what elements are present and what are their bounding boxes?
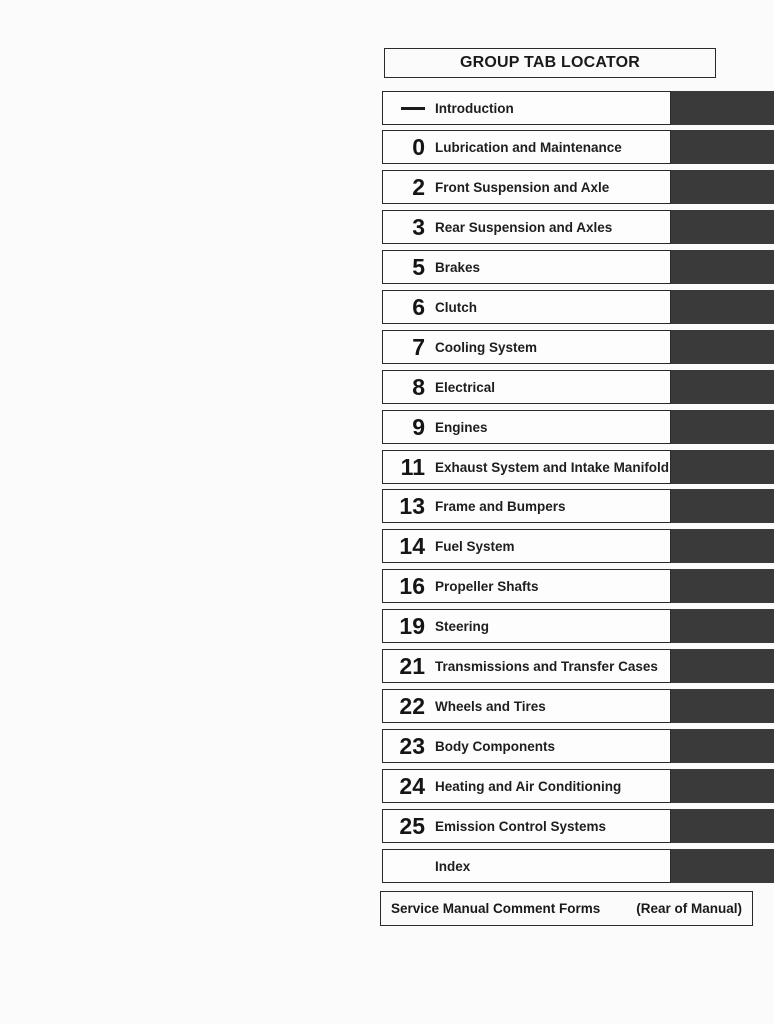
tab-number: 25 (399, 812, 425, 839)
tab-number: 3 (412, 213, 425, 240)
tab-label: Propeller Shafts (435, 578, 539, 594)
tab-box[interactable] (382, 290, 671, 324)
tab-label: Clutch (435, 299, 477, 315)
tab-label: Frame and Bumpers (435, 498, 566, 514)
tab-strip (671, 809, 774, 843)
tab-row-clutch[interactable] (382, 290, 774, 324)
tab-row-front-suspension[interactable] (382, 170, 774, 204)
tab-box[interactable] (382, 210, 671, 244)
tab-label: Emission Control Systems (435, 818, 607, 834)
tab-box[interactable] (382, 729, 671, 763)
comment-forms-box[interactable] (380, 891, 753, 926)
tab-strip (671, 569, 774, 603)
tab-number: 14 (399, 532, 425, 559)
tab-row-frame[interactable] (382, 489, 774, 523)
tab-strip (671, 330, 774, 364)
tab-label: Cooling System (435, 339, 538, 355)
tab-number: 23 (399, 732, 425, 759)
tab-strip (671, 649, 774, 683)
tab-row-emission[interactable] (382, 809, 774, 843)
tab-number: 6 (412, 293, 425, 320)
tab-box[interactable] (382, 849, 671, 883)
tab-strip (671, 250, 774, 284)
tab-number: 16 (399, 572, 425, 599)
tab-box[interactable] (382, 569, 671, 603)
page-title: GROUP TAB LOCATOR (384, 48, 716, 78)
tab-label: Rear Suspension and Axles (435, 219, 613, 235)
tab-row-transmissions[interactable] (382, 649, 774, 683)
tab-row-brakes[interactable] (382, 250, 774, 284)
tab-strip (671, 849, 774, 883)
tab-box[interactable] (382, 370, 671, 404)
tab-row-rear-suspension[interactable] (382, 210, 774, 244)
tab-row-cooling[interactable] (382, 330, 774, 364)
tab-row-index[interactable] (382, 849, 774, 883)
tab-number: 9 (412, 413, 425, 440)
tab-label: Lubrication and Maintenance (435, 139, 622, 155)
tab-strip (671, 410, 774, 444)
tab-label: Transmissions and Transfer Cases (435, 658, 658, 674)
comment-forms-label: Service Manual Comment Forms (391, 901, 601, 916)
tab-box[interactable] (382, 91, 671, 125)
tab-row-engines[interactable] (382, 410, 774, 444)
tab-box[interactable] (382, 609, 671, 643)
tab-box[interactable] (382, 130, 671, 164)
tab-label: Exhaust System and Intake Manifold (435, 459, 670, 475)
tab-box[interactable] (382, 410, 671, 444)
tab-box[interactable] (382, 250, 671, 284)
comment-forms-location: (Rear of Manual) (636, 901, 742, 916)
tab-label: Front Suspension and Axle (435, 179, 610, 195)
tab-row-exhaust[interactable] (382, 450, 774, 484)
tab-number: 24 (399, 772, 425, 799)
tab-box[interactable] (382, 330, 671, 364)
tab-number: 11 (400, 453, 425, 480)
tab-row-lubrication[interactable] (382, 130, 774, 164)
tab-strip (671, 689, 774, 723)
tab-box[interactable] (382, 649, 671, 683)
tab-box[interactable] (382, 809, 671, 843)
tab-number: 7 (412, 333, 425, 360)
tab-row-steering[interactable] (382, 609, 774, 643)
tab-row-wheels[interactable] (382, 689, 774, 723)
tab-strip (671, 529, 774, 563)
tab-label: Body Components (435, 738, 555, 754)
tab-label: Heating and Air Conditioning (435, 778, 622, 794)
tab-strip (671, 729, 774, 763)
tab-box[interactable] (382, 170, 671, 204)
tab-label: Electrical (435, 379, 496, 395)
tab-label: Wheels and Tires (435, 698, 546, 714)
tab-number: 13 (399, 492, 425, 519)
tab-box[interactable] (382, 689, 671, 723)
tab-box[interactable] (382, 489, 671, 523)
tab-number: 22 (399, 692, 425, 719)
tab-number: 0 (412, 133, 425, 160)
tab-strip (671, 450, 774, 484)
tab-label: Engines (435, 419, 488, 435)
tab-strip (671, 769, 774, 803)
tab-strip (671, 91, 774, 125)
tab-label: Brakes (435, 259, 481, 275)
tab-number: 8 (412, 373, 425, 400)
tab-number: 21 (399, 652, 425, 679)
tab-row-electrical[interactable] (382, 370, 774, 404)
tab-strip (671, 170, 774, 204)
tab-strip (671, 130, 774, 164)
tab-row-introduction[interactable] (382, 91, 774, 125)
dash-icon (383, 107, 425, 110)
tab-row-heating[interactable] (382, 769, 774, 803)
tab-number: 5 (412, 253, 425, 280)
tab-strip (671, 370, 774, 404)
tab-label: Index (435, 858, 471, 874)
tab-strip (671, 290, 774, 324)
tab-box[interactable] (382, 529, 671, 563)
tab-number: 19 (399, 612, 425, 639)
tab-box[interactable] (382, 769, 671, 803)
tab-strip (671, 210, 774, 244)
tab-row-body[interactable] (382, 729, 774, 763)
tab-label: Fuel System (435, 538, 515, 554)
tab-strip (671, 609, 774, 643)
tab-number: 2 (412, 173, 425, 200)
tab-strip (671, 489, 774, 523)
tab-box[interactable] (382, 450, 671, 484)
tab-label: Steering (435, 618, 490, 634)
tab-label: Introduction (435, 100, 514, 116)
tab-row-propeller[interactable] (382, 569, 774, 603)
tab-row-fuel[interactable] (382, 529, 774, 563)
